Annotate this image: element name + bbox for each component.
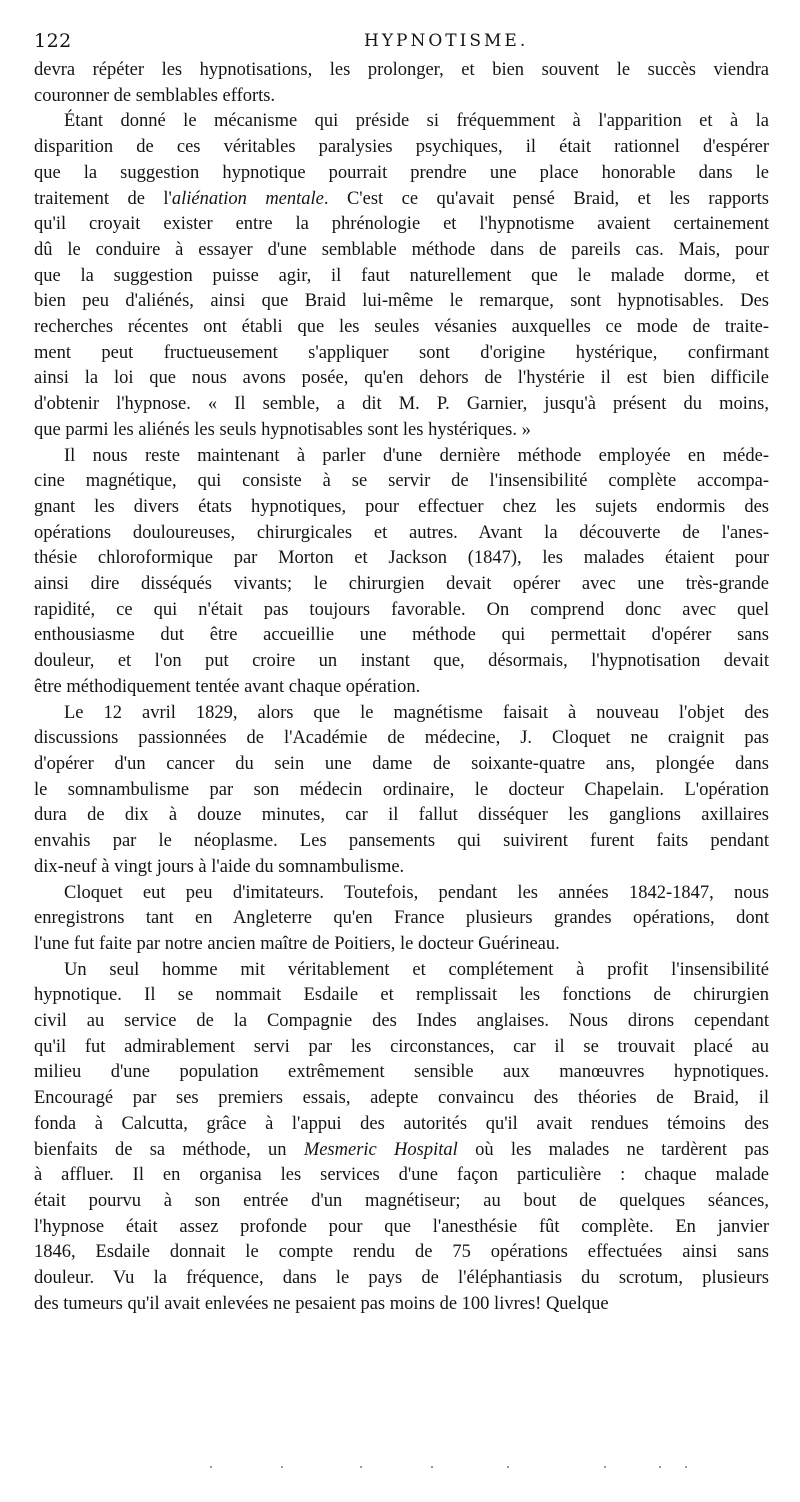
text-line: disparition de ces véritables paralysies psychiques, il était rationnel d'espérer [34,137,769,158]
text-line: Étant donné le mécanisme qui préside si fréquemment à l'apparition et à la [64,111,769,132]
text-line: recherches récentes ont établi que les seules vésanies auxquelles ce mode de traite- [34,317,769,338]
text-line: que la suggestion puisse agir, il faut naturellement que le malade dorme, et [34,265,769,286]
body-text [34,58,769,1317]
text-line: Le 12 avril 1829, alors que le magnétisme faisait à nouveau l'objet des [64,702,769,723]
text-line: douleur, et l'on put croire un instant que, désormais, l'hypnotisation devait [34,651,769,672]
text-line: couronner de semblables efforts. [34,85,276,106]
running-title: HYPNOTISME. [364,31,529,51]
text-line: dû le conduire à essayer d'une semblable méthode dans de pareils cas. Mais, pour [34,239,769,260]
paragraph [34,881,769,958]
text-line: cine magnétique, qui consiste à se servir de l'insensibilité complète accompa- [34,471,769,492]
text-line: qu'il fut admirablement servi par les circonstances, car il se trouvait placé au [34,1036,769,1057]
paragraph [34,958,769,1318]
text-line: traitement de l'aliénation mentale. C'est ce qu'avait pensé Braid, et les rapports [34,188,769,209]
text-line: l'une fut faite par notre ancien maître de Poitiers, le docteur Guérineau. [34,933,560,954]
text-line: ment peut fructueusement s'appliquer sont d'origine hystérique, confirmant [34,342,769,363]
text-line: l'hypnose était assez profonde pour que l'anesthésie fût complète. En janvier [34,1216,769,1237]
text-line: dix-neuf à vingt jours à l'aide du somnambulisme. [34,856,405,877]
text-line: qu'il croyait exister entre la phrénologie et l'hypnotisme avaient certainement [34,214,769,235]
text-line: à affluer. Il en organisa les services d'une façon particulière : chaque malade [34,1165,769,1186]
running-head [34,30,769,58]
text-line: enthousiasme dut être accueillie une méthode qui permettait d'opérer sans [34,625,769,646]
text-line: le somnambulisme par son médecin ordinaire, le docteur Chapelain. L'opération [34,779,769,800]
footer-dots [0,1466,800,1474]
text-line: hypnotique. Il se nommait Esdaile et remplissait les fonctions de chirurgien [34,985,769,1006]
text-line: devra répéter les hypnotisations, les prolonger, et bien souvent le succès viendra [34,60,769,80]
text-line: douleur. Vu la fréquence, dans le pays de l'éléphantiasis du scrotum, plusieurs [34,1268,769,1289]
text-line: être méthodiquement tentée avant chaque opération. [34,676,421,697]
text-line: discussions passionnées de l'Académie de médecine, J. Cloquet ne craignit pas [34,728,769,749]
text-line: envahis par le néoplasme. Les pansements qui suivirent furent faits pendant [34,831,769,852]
text-line: que la suggestion hypnotique pourrait prendre une place honorable dans le [34,162,769,183]
paragraph [34,701,769,881]
page-number: 122 [34,30,72,52]
text-line: enregistrons tant en Angleterre qu'en France plusieurs grandes opérations, dont [34,908,769,929]
text-line: d'opérer d'un cancer du sein une dame de soixante-quatre ans, plongée dans [34,753,769,774]
text-line: dura de dix à douze minutes, car il fallut disséquer les ganglions axillaires [34,805,769,826]
text-line: milieu d'une population extrêmement sensible aux manœuvres hypnotiques. [34,1062,769,1083]
text-line: Il nous reste maintenant à parler d'une dernière méthode employée en méde- [64,445,769,466]
text-line: que parmi les aliénés les seuls hypnotisables sont les hystériques. » [34,419,531,440]
paragraph [34,109,769,443]
text-line: thésie chloroformique par Morton et Jackson (1847), les malades étaient pour [34,548,769,569]
text-line: opérations douloureuses, chirurgicales et autres. Avant la découverte de l'anes- [34,522,769,543]
text-line: fonda à Calcutta, grâce à l'appui des autorités qu'il avait rendues témoins des [34,1113,769,1134]
text-line: Un seul homme mit véritablement et complétement à profit l'insensibilité [64,959,769,980]
text-line: Encouragé par ses premiers essais, adepte convaincu des théories de Braid, il [34,1088,769,1109]
text-line: d'obtenir l'hypnose. « Il semble, a dit M. P. Garnier, jusqu'à présent du moins, [34,394,769,415]
text-line: ainsi la loi que nous avons posée, qu'en dehors de l'hystérie il est bien difficile [34,368,769,389]
text-line: ainsi dire disséqués vivants; le chirurgien devait opérer avec une très-grande [34,574,769,595]
paragraph [34,444,769,701]
text-line: Cloquet eut peu d'imitateurs. Toutefois, pendant les années 1842-1847, nous [64,882,769,903]
text-line: bien peu d'aliénés, ainsi que Braid lui-même le remarque, sont hypnotisables. Des [34,291,769,312]
text-line: civil au service de la Compagnie des Indes anglaises. Nous dirons cependant [34,1011,769,1032]
text-line: rapidité, ce qui n'était pas toujours favorable. On comprend donc avec quel [34,599,769,620]
text-line: gnant les divers états hypnotiques, pour effectuer chez les sujets endormis des [34,496,769,517]
text-line: 1846, Esdaile donnait le compte rendu de 75 opérations effectuées ainsi sans [34,1242,769,1263]
text-line: des tumeurs qu'il avait enlevées ne pesaient pas moins de 100 livres! Quelque [34,1293,609,1314]
paragraph [34,58,769,109]
text-line: était pourvu à son entrée d'un magnétiseur; au bout de quelques séances, [34,1190,769,1211]
text-line: bienfaits de sa méthode, un Mesmeric Hospital où les malades ne tardèrent pas [34,1139,769,1160]
